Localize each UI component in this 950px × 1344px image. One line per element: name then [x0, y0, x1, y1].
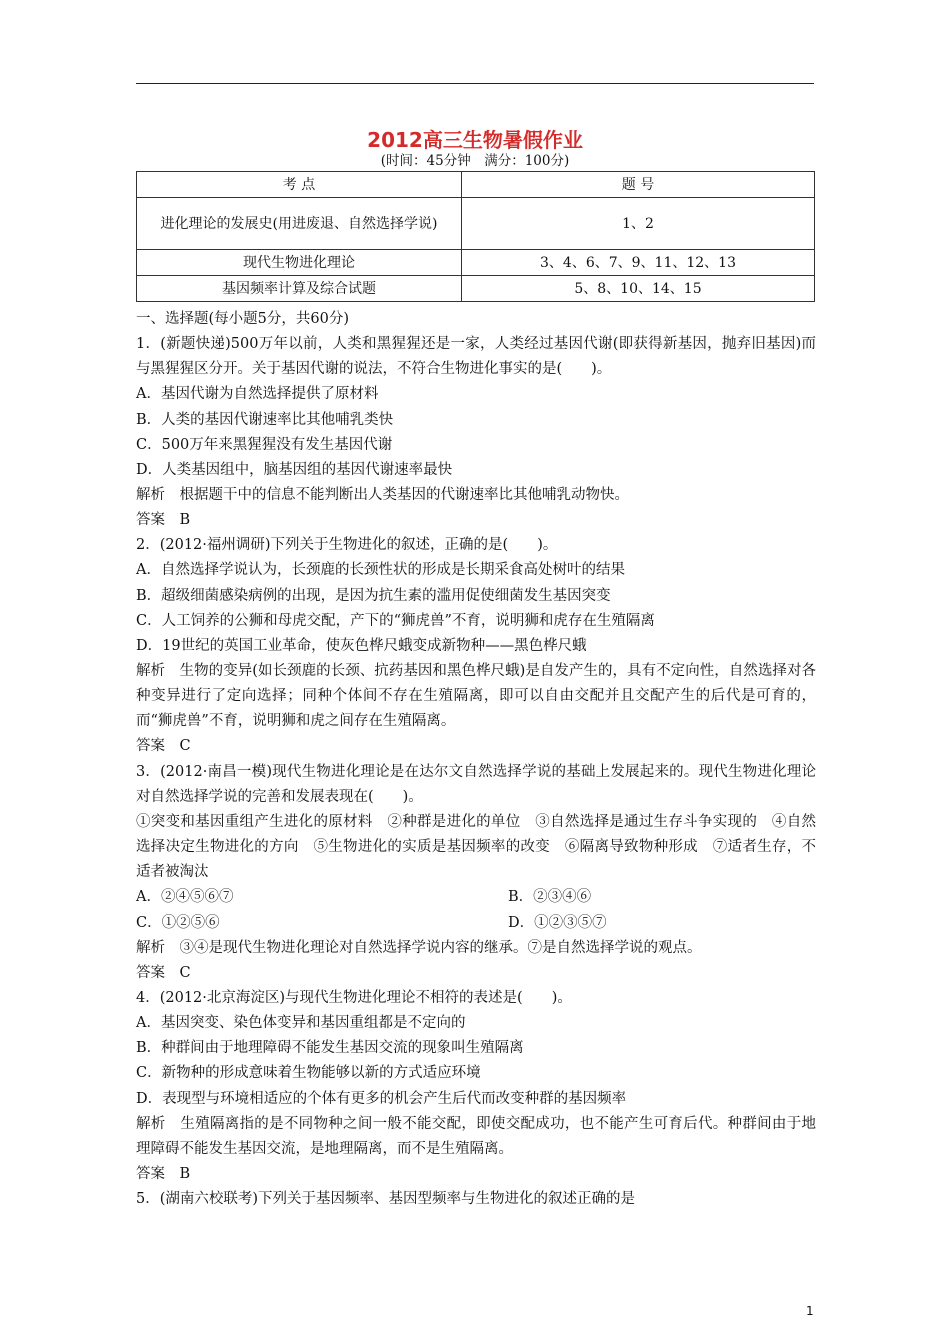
question-1-analysis: 解析 根据题干中的信息不能判断出人类基因的代谢速率比其他哺乳动物快。 — [136, 487, 629, 504]
question-3-option-b: B．②③④⑥ — [508, 889, 592, 906]
table-cell-numbers: 5、8、10、14、15 — [462, 276, 815, 302]
question-2-stem: 2．(2012·福州调研)下列关于生物进化的叙述，正确的是( )。 — [136, 537, 558, 554]
question-1-option-b: B．人类的基因代谢速率比其他哺乳类快 — [136, 411, 394, 428]
question-5-stem: 5．(湖南六校联考)下列关于基因频率、基因型频率与生物进化的叙述正确的是 — [136, 1191, 636, 1208]
question-3-stem: 3．(2012·南昌一模)现代生物进化理论是在达尔文自然选择学说的基础上发展起来的。现代生物进化理论对自然选择学说的完善和发展表现在( )。 — [136, 763, 816, 805]
question-3-items: ①突变和基因重组产生进化的原材料 ②种群是进化的单位 ③自然选择是通过生存斗争实现的 ④自然选择决定生物进化的方向 ⑤生物进化的实质是基因频率的改变 ⑥隔离导致物种形成 ⑦适者生存，不适者被淘汰 — [136, 813, 816, 881]
question-3-option-a: A．②④⑤⑥⑦ — [136, 889, 234, 906]
question-1-option-c: C．500万年来黑猩猩没有发生基因代谢 — [136, 436, 393, 453]
question-4-option-d: D．表现型与环境相适应的个体有更多的机会产生后代而改变种群的基因频率 — [136, 1090, 627, 1107]
question-4-option-a: A．基因突变、染色体变异和基因重组都是不定向的 — [136, 1015, 466, 1032]
header-rule — [136, 83, 814, 84]
table-header-row — [137, 172, 815, 198]
table-row — [137, 198, 815, 250]
document-title: 2012高三生物暑假作业 — [367, 128, 583, 152]
question-2-option-b: B．超级细菌感染病例的出现，是因为抗生素的滥用促使细菌发生基因突变 — [136, 587, 611, 604]
question-2-analysis: 解析 生物的变异(如长颈鹿的长颈、抗药基因和黑色桦尺蛾)是自发产生的，具有不定向性，自然选择对各种变异进行了定向选择；同种个体间不存在生殖隔离，即可以自由交配并且交配产生的后代是可育的，而“狮虎兽”不育，说明狮和虎之间存在生殖隔离。 — [136, 663, 816, 730]
table-header-numbers: 题 号 — [462, 172, 815, 198]
table-cell-topic: 基因频率计算及综合试题 — [137, 276, 462, 302]
table-cell-topic: 现代生物进化理论 — [137, 250, 462, 276]
table-row — [137, 250, 815, 276]
question-2-option-a: A．自然选择学说认为，长颈鹿的长颈性状的形成是长期采食高处树叶的结果 — [136, 562, 625, 579]
question-3-option-c: C．①②⑤⑥ — [136, 914, 220, 931]
question-4-analysis: 解析 生殖隔离指的是不同物种之间一般不能交配，即使交配成功，也不能产生可育后代。种群间由于地理障碍不能发生基因交流，是地理隔离，而不是生殖隔离。 — [136, 1115, 816, 1157]
document-subtitle: (时间：45分钟 满分：100分) — [380, 153, 570, 169]
question-1-option-a: A．基因代谢为自然选择提供了原材料 — [136, 386, 379, 403]
table-cell-numbers: 3、4、6、7、9、11、12、13 — [462, 250, 815, 276]
question-4-stem: 4．(2012·北京海淀区)与现代生物进化理论不相符的表述是( )。 — [136, 989, 572, 1006]
question-1-answer: 答案 B — [136, 512, 191, 529]
table-header-topic: 考 点 — [137, 172, 462, 198]
question-3-answer: 答案 C — [136, 964, 191, 981]
question-4-option-b: B．种群间由于地理障碍不能发生基因交流的现象叫生殖隔离 — [136, 1040, 524, 1057]
table-cell-numbers: 1、2 — [462, 198, 815, 250]
question-3-analysis: 解析 ③④是现代生物进化理论对自然选择学说内容的继承。⑦是自然选择学说的观点。 — [136, 939, 702, 956]
question-3-option-d: D．①②③⑤⑦ — [508, 914, 607, 931]
question-2-answer: 答案 C — [136, 738, 191, 755]
question-2-option-d: D．19世纪的英国工业革命，使灰色桦尺蛾变成新物种——黑色桦尺蛾 — [136, 637, 587, 654]
table-row — [137, 276, 815, 302]
question-4-option-c: C．新物种的形成意味着生物能够以新的方式适应环境 — [136, 1065, 481, 1082]
question-content — [136, 307, 816, 1212]
topic-table — [136, 171, 815, 302]
question-1-stem: 1．(新题快递)500万年以前，人类和黑猩猩还是一家，人类经过基因代谢(即获得新基因，抛弃旧基因)而与黑猩猩区分开。关于基因代谢的说法，不符合生物进化事实的是( )。 — [136, 336, 816, 378]
section-title: 一、选择题(每小题5分，共60分) — [136, 311, 349, 327]
question-1-option-d: D．人类基因组中，脑基因组的基因代谢速率最快 — [136, 461, 453, 478]
question-2-option-c: C．人工饲养的公狮和母虎交配，产下的“狮虎兽”不育，说明狮和虎存在生殖隔离 — [136, 612, 655, 629]
question-3-options-row — [136, 911, 816, 936]
question-4-answer: 答案 B — [136, 1165, 191, 1182]
page-number: 1 — [806, 1304, 814, 1318]
table-cell-topic: 进化理论的发展史(用进废退、自然选择学说) — [137, 198, 462, 250]
question-3-options-row — [136, 885, 816, 910]
